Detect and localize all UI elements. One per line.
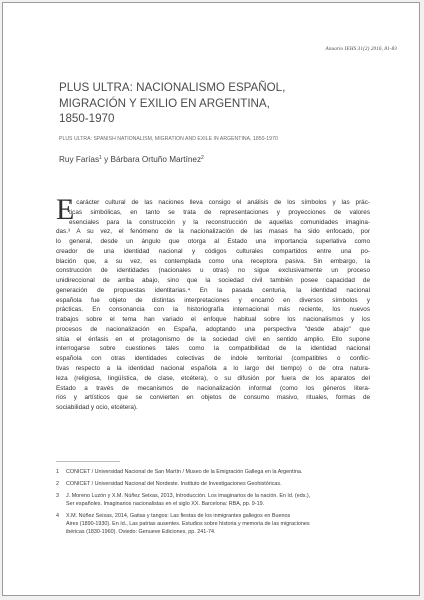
footnote-line	[56, 492, 370, 500]
english-title: PLUS ULTRA: SPANISH NATIONALISM, MIGRATION AND EXILE IN ARGENTINA, 1850-1970	[59, 136, 278, 142]
journal-header: Anuario IEHS 31(2) 2016, 81-83	[325, 46, 397, 52]
footnote-line	[56, 520, 370, 528]
body-line: rios y artísticos que se convierten en objetos de consumo masivo, rituales, formas de	[56, 394, 370, 402]
article-title	[59, 80, 359, 127]
title-line-1: PLUS ULTRA: NACIONALISMO ESPAÑOL,	[59, 81, 286, 94]
footnote-number: 2	[56, 481, 59, 487]
title-line-2: MIGRACIÓN Y EXILIO EN ARGENTINA,	[59, 96, 270, 110]
author-1: Ruy Farías	[59, 155, 100, 164]
body-paragraph	[56, 193, 370, 413]
author-connector: y	[101, 155, 111, 164]
title-line-3: 1850-1970	[59, 112, 115, 125]
footnotes	[56, 468, 370, 540]
footnote-text: X.M. Núñez Seixas, 2014, Gaitas y tangos: Las fiestas de los inmigrantes gallegos en Buenos	[66, 513, 291, 519]
body-line: unidireccional de arriba abajo, sino que la sociedad civil también posee capacidad de	[56, 277, 370, 285]
body-line: prácticas. En consonancia con la historiografía internacional más reciente, los nuevos	[56, 306, 370, 314]
footnote	[56, 512, 370, 536]
footnote-number: 4	[56, 513, 59, 519]
body-line: Estado a través de mecanismos de nacionalización informal (como los géneros litera-	[56, 384, 370, 392]
footnote-line	[56, 500, 370, 508]
body-line: interrogarse sobre cuestiones tales como la compatibilidad de la identidad nacional	[56, 345, 370, 353]
body-line: sociabilidad y ocio, etcétera).	[56, 404, 138, 412]
author-1-note-ref: 1	[99, 155, 102, 161]
body-line: sitúa el énfasis en el protagonismo de la sociedad civil en sentido amplio. Ello supone	[56, 335, 370, 343]
body-line: blación que, a su vez, es contemplada como una receptora pasiva. Sin embargo, la	[56, 257, 370, 265]
footnote-text: CONICET / Universidad Nacional de San Martín / Museo de la Emigración Gallega en la Argentina.	[66, 469, 303, 475]
body-line: creador de una identidad nacional y códigos culturales compartidos entre una po-	[56, 247, 370, 255]
footnote-line	[56, 468, 370, 476]
footnote	[56, 492, 370, 508]
body-line: l carácter cultural de las naciones lleva consigo el análisis de los símbolos y las prác-	[69, 199, 370, 206]
footnote-number: 3	[56, 493, 59, 499]
authors	[59, 155, 204, 164]
body-line: trabajos sobre el tema han variado el enfoque habitual sobre los nacionalismos y los	[56, 316, 370, 324]
footnote	[56, 480, 370, 488]
footnote	[56, 468, 370, 476]
body-line: lo general, desde un ángulo que otorga al Estado una importancia superlativa como	[56, 238, 370, 246]
footnote-text: J. Moreno Luzón y X.M. Núñez Seixas, 2013, Introducción. Los imaginarios de la nación. En íd. (eds.),	[66, 493, 311, 499]
footnote-text: Ser españoles. Imaginarios nacionalistas en el siglo XX. Barcelona: RBA, pp. 9-19.	[66, 501, 265, 507]
footnote-text: ibéricas (1830-1960). Oviedo: Genueve Ediciones, pp. 241-74.	[66, 529, 216, 535]
body-line: procesos de nacionalización en España, adoptando una perspectiva "desde abajo" que	[56, 325, 370, 333]
footnote-line	[56, 480, 370, 488]
footnote-rule	[56, 461, 120, 462]
body-line: española con otras identidades colectivas de índole territorial (compatibles o conflic-	[56, 355, 370, 363]
footnote-line	[56, 512, 370, 520]
author-2-note-ref: 2	[201, 155, 204, 161]
footnote-text: Aires (1890-1930). En íd., Las patrias ausentes. Estudios sobre historia y memoria de las migraciones	[66, 521, 310, 527]
footnote-number: 1	[56, 469, 59, 475]
body-line: ticas simbólicas, en tanto se trata de representaciones y proyecciones de valores	[69, 208, 370, 216]
body-line: construcción de identidades (nacionales u otras) no sigue exclusivamente un proceso	[56, 267, 370, 275]
drop-cap: E	[56, 193, 75, 226]
author-2: Bárbara Ortuño Martínez	[110, 155, 202, 164]
body-line: leza (religiosa, lingüística, de clase, etcétera), o su difusión por fuera de los aparatos del	[56, 374, 370, 382]
footnote-line	[56, 528, 370, 536]
body-line: esenciales para la construcción y la reconstrucción de aquellas comunidades imagina-	[69, 218, 370, 226]
body-line: das.³ A su vez, el fenómeno de la nacionalización de las masas ha sido enfocado, por	[56, 228, 370, 236]
body-line: tivas respecto a la identidad nacional española a lo largo del tiempo) o de otra natura-	[56, 365, 370, 373]
footnote-text: CONICET / Universidad Nacional del Nordeste. Instituto de Investigaciones Geohistóricas.	[66, 481, 282, 487]
body-line: española fue objeto de distintas interpretaciones y encarnó en diversos símbolos y	[56, 296, 370, 304]
body-line: generación de propuestas identitarias.⁴ En la pasada centuria, la identidad nacional	[56, 286, 370, 294]
